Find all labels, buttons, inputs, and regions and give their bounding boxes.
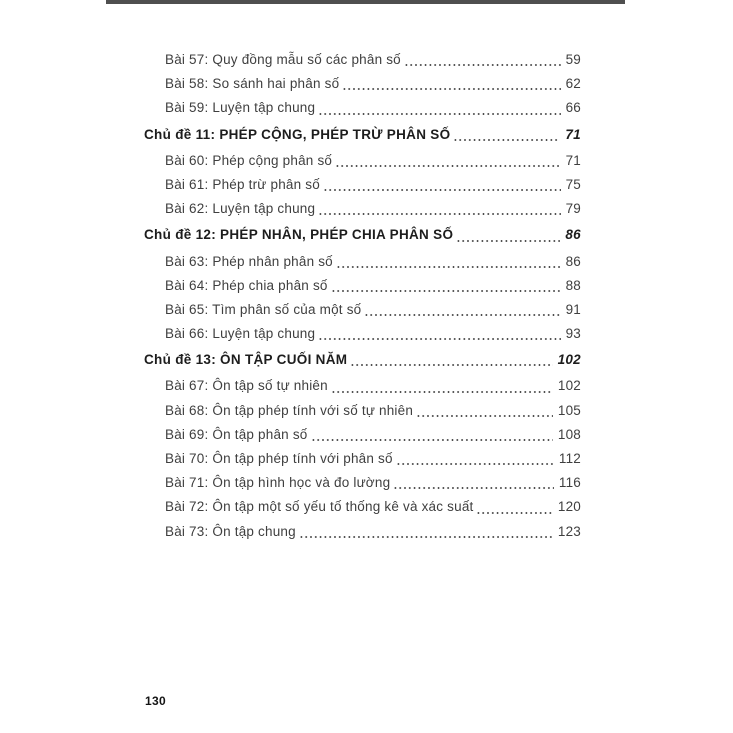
toc-dotted-leader	[404, 48, 561, 72]
toc-entry-page-number: 123	[557, 523, 581, 539]
toc-entry-lesson-17	[144, 471, 581, 495]
toc-entry-label: Chủ đề 13: ÔN TẬP CUỐI NĂM	[144, 352, 348, 368]
toc-dotted-leader	[456, 223, 560, 247]
toc-entry-page-number: 91	[565, 301, 581, 317]
toc-entry-label: Bài 57: Quy đồng mẫu số các phân số	[165, 52, 401, 67]
toc-entry-page-number: 102	[557, 352, 581, 368]
toc-entry-label: Bài 73: Ôn tập chung	[165, 523, 296, 539]
toc-entry-chapter-7	[144, 223, 581, 247]
toc-entry-label: Chủ đề 11: PHÉP CỘNG, PHÉP TRỪ PHÂN SỐ	[144, 126, 451, 142]
toc-entry-lesson-8	[144, 250, 581, 274]
toc-entry-label: Bài 58: So sánh hai phân số	[165, 76, 340, 92]
toc-entry-chapter-12	[144, 348, 581, 372]
toc-dotted-leader	[453, 123, 560, 147]
toc-entry-label: Bài 61: Phép trừ phân số	[165, 176, 320, 192]
toc-dotted-leader	[350, 348, 552, 372]
toc-entry-label: Bài 62: Luyện tập chung	[165, 201, 316, 217]
toc-entry-label: Bài 59: Luyện tập chung	[165, 100, 316, 116]
toc-entry-label: Bài 64: Phép chia phân số	[165, 277, 328, 293]
toc-entry-lesson-10	[144, 298, 581, 322]
toc-entry-lesson-5	[144, 173, 581, 197]
toc-entry-page-number: 62	[565, 76, 581, 92]
toc-dotted-leader	[336, 250, 561, 274]
toc-dotted-leader	[318, 197, 560, 221]
footer-page-number: 130	[145, 694, 166, 708]
toc-dotted-leader	[396, 447, 554, 471]
table-of-contents	[144, 48, 581, 544]
toc-entry-label: Bài 60: Phép cộng phân số	[165, 152, 333, 168]
toc-entry-label: Bài 70: Ôn tập phép tính với phân số	[165, 451, 393, 466]
toc-entry-label: Bài 68: Ôn tập phép tính với số tự nhiên	[165, 402, 414, 418]
toc-dotted-leader	[311, 423, 553, 447]
toc-entry-page-number: 120	[557, 499, 581, 515]
toc-entry-lesson-18	[144, 495, 581, 519]
toc-dotted-leader	[335, 149, 560, 173]
toc-dotted-leader	[416, 399, 553, 423]
toc-entry-label: Bài 66: Luyện tập chung	[165, 326, 316, 342]
toc-entry-lesson-6	[144, 197, 581, 221]
toc-entry-page-number: 86	[565, 253, 581, 269]
toc-entry-lesson-13	[144, 374, 581, 398]
toc-dotted-leader	[342, 72, 560, 96]
toc-entry-page-number: 59	[565, 52, 581, 67]
toc-dotted-leader	[393, 471, 554, 495]
toc-entry-lesson-4	[144, 149, 581, 173]
toc-entry-lesson-16	[144, 447, 581, 471]
toc-dotted-leader	[323, 173, 561, 197]
toc-entry-chapter-3	[144, 123, 581, 147]
toc-entry-page-number: 86	[565, 227, 581, 243]
toc-entry-page-number: 79	[565, 201, 581, 217]
toc-entry-page-number: 75	[565, 176, 581, 192]
toc-entry-lesson-9	[144, 274, 581, 298]
toc-entry-page-number: 108	[557, 426, 581, 442]
toc-entry-page-number: 116	[558, 475, 581, 491]
toc-entry-page-number: 93	[565, 326, 581, 342]
toc-entry-label: Bài 71: Ôn tập hình học và đo lường	[165, 475, 391, 491]
toc-entry-lesson-2	[144, 96, 581, 120]
toc-dotted-leader	[476, 495, 552, 519]
toc-entry-label: Bài 65: Tìm phân số của một số	[165, 301, 362, 317]
toc-entry-lesson-11	[144, 322, 581, 346]
toc-entry-lesson-15	[144, 423, 581, 447]
toc-entry-page-number: 105	[557, 402, 581, 418]
toc-entry-label: Bài 67: Ôn tập số tự nhiên	[165, 378, 328, 394]
page-top-edge-bar	[106, 0, 625, 4]
toc-entry-page-number: 112	[558, 451, 581, 466]
toc-dotted-leader	[299, 520, 553, 544]
toc-entry-label: Bài 69: Ôn tập phân số	[165, 426, 308, 442]
toc-entry-page-number: 102	[557, 378, 581, 394]
toc-entry-page-number: 71	[565, 152, 581, 168]
toc-entry-page-number: 71	[565, 126, 581, 142]
toc-entry-page-number: 66	[565, 100, 581, 116]
toc-dotted-leader	[318, 96, 560, 120]
toc-dotted-leader	[331, 274, 561, 298]
toc-entry-label: Bài 72: Ôn tập một số yếu tố thống kê và xác suất	[165, 499, 474, 515]
toc-dotted-leader	[331, 374, 553, 398]
toc-entry-lesson-14	[144, 399, 581, 423]
toc-entry-page-number: 88	[565, 277, 581, 293]
toc-entry-label: Bài 63: Phép nhân phân số	[165, 253, 333, 269]
toc-entry-lesson-0	[144, 48, 581, 72]
toc-entry-label: Chủ đề 12: PHÉP NHÂN, PHÉP CHIA PHÂN SỐ	[144, 227, 454, 243]
toc-dotted-leader	[318, 322, 560, 346]
toc-dotted-leader	[364, 298, 560, 322]
toc-entry-lesson-1	[144, 72, 581, 96]
toc-entry-lesson-19	[144, 520, 581, 544]
